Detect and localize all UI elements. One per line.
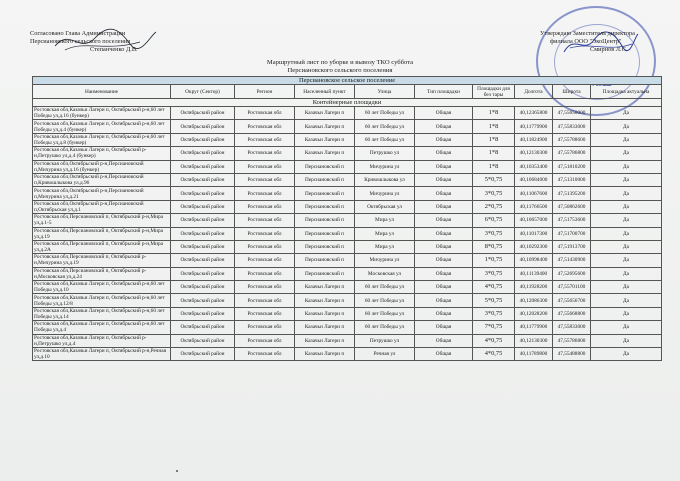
cell-active: Да bbox=[591, 281, 662, 294]
cell-active: Да bbox=[591, 334, 662, 347]
cell-locality: Персиановский п bbox=[295, 267, 355, 280]
page-mark bbox=[176, 470, 178, 472]
cell-site-type: Общая bbox=[415, 321, 473, 334]
cell-active: Да bbox=[591, 107, 662, 120]
cell-locality: Казачьи Лагери п bbox=[295, 120, 355, 133]
cell-longitude: 40,12028200 bbox=[515, 307, 553, 320]
cell-name: Ростовская обл,Казачьи Лагери п, Октябрьский р-н,Петрушко ул,д.4 (бункер) bbox=[33, 147, 171, 160]
cell-active: Да bbox=[591, 227, 662, 240]
table-row bbox=[33, 281, 662, 294]
cell-containers: 1*8 bbox=[473, 160, 515, 173]
cell-latitude: 47,51395200 bbox=[553, 187, 591, 200]
cell-site-type: Общая bbox=[415, 334, 473, 347]
cell-district: Октябрьский район bbox=[171, 267, 235, 280]
cell-street: Мичурина ул bbox=[355, 187, 415, 200]
cell-name: Ростовская обл,Персиановский п, Октябрьский р-н,Мира ул,д.2А bbox=[33, 240, 171, 253]
cell-district: Октябрьский район bbox=[171, 200, 235, 213]
document-title: Маршрутный лист по уборке и вывозу ТКО суббота bbox=[266, 59, 414, 66]
cell-street: 60 лет Победы ул bbox=[355, 281, 415, 294]
cell-active: Да bbox=[591, 160, 662, 173]
cell-name: Ростовская обл,Казачьи Лагери п, Октябрьский р-н,60 лет Победы ул,д.8 (бункер) bbox=[33, 133, 171, 146]
cell-containers: 4*0,75 bbox=[473, 281, 515, 294]
cell-containers: 1*8 bbox=[473, 147, 515, 160]
cell-longitude: 40,10657000 bbox=[515, 214, 553, 227]
cell-active: Да bbox=[591, 254, 662, 267]
cell-containers: 5*0,75 bbox=[473, 173, 515, 186]
cell-district: Октябрьский район bbox=[171, 281, 235, 294]
subsection-title: Контейнерные площадки bbox=[33, 99, 662, 107]
cell-region: Ростовская обл bbox=[235, 281, 295, 294]
cell-region: Ростовская обл bbox=[235, 240, 295, 253]
table-row bbox=[33, 173, 662, 186]
cell-region: Ростовская обл bbox=[235, 254, 295, 267]
cell-locality: Казачьи Лагери п bbox=[295, 133, 355, 146]
cell-site-type: Общая bbox=[415, 214, 473, 227]
cell-active: Да bbox=[591, 307, 662, 320]
cell-region: Ростовская обл bbox=[235, 133, 295, 146]
cell-locality: Персиановский п bbox=[295, 240, 355, 253]
cell-longitude: 40,11928200 bbox=[515, 281, 553, 294]
cell-district: Октябрьский район bbox=[171, 294, 235, 307]
cell-longitude: 40,11824900 bbox=[515, 133, 553, 146]
cell-longitude: 40,12130300 bbox=[515, 334, 553, 347]
cell-latitude: 47,55701100 bbox=[553, 281, 591, 294]
cell-latitude: 47,50862600 bbox=[553, 200, 591, 213]
cell-site-type: Общая bbox=[415, 200, 473, 213]
cell-active: Да bbox=[591, 120, 662, 133]
route-table bbox=[32, 76, 662, 361]
cell-name: Ростовская обл,Казачьи Лагери п, Октябрьский р-н,Петрушко ул,д.4 bbox=[33, 334, 171, 347]
cell-latitude: 47,55786800 bbox=[553, 334, 591, 347]
cell-site-type: Общая bbox=[415, 187, 473, 200]
cell-name: Ростовская обл,Казачьи Лагери п, Октябрьский р-н,60 лет Победы ул,д.4 (бункер) bbox=[33, 120, 171, 133]
cell-latitude: 47,55668800 bbox=[553, 307, 591, 320]
cell-region: Ростовская обл bbox=[235, 334, 295, 347]
table-row bbox=[33, 254, 662, 267]
cell-latitude: 47,55488800 bbox=[553, 348, 591, 361]
cell-district: Октябрьский район bbox=[171, 120, 235, 133]
cell-name: Ростовская обл,Казачьи Лагери п, Октябрьский р-н,Речная ул,д.10 bbox=[33, 348, 171, 361]
cell-name: Ростовская обл,Октябрьский р-н,Персиановский п,Кривошлыкова ул,д.96 bbox=[33, 173, 171, 186]
cell-containers: 7*0,75 bbox=[473, 321, 515, 334]
cell-locality: Персиановский п bbox=[295, 200, 355, 213]
cell-district: Октябрьский район bbox=[171, 307, 235, 320]
cell-containers: 3*0,75 bbox=[473, 267, 515, 280]
cell-region: Ростовская обл bbox=[235, 147, 295, 160]
cell-region: Ростовская обл bbox=[235, 120, 295, 133]
cell-region: Ростовская обл bbox=[235, 214, 295, 227]
cell-containers: 3*0,75 bbox=[473, 227, 515, 240]
cell-street: 60 лет Победы ул bbox=[355, 294, 415, 307]
cell-district: Октябрьский район bbox=[171, 254, 235, 267]
col-header-district: Округ (Сектор) bbox=[171, 85, 235, 99]
cell-site-type: Общая bbox=[415, 267, 473, 280]
table-row bbox=[33, 214, 662, 227]
approval-left-line3: Степанченко Д.В. bbox=[90, 46, 138, 53]
col-header-active: Площадка актуальна bbox=[591, 85, 662, 99]
approval-right-line2: филиала ООО "ЭкоЦентр" bbox=[550, 38, 622, 45]
cell-longitude: 40,11779900 bbox=[515, 120, 553, 133]
col-header-name: Наименование bbox=[33, 85, 171, 99]
cell-locality: Казачьи Лагери п bbox=[295, 348, 355, 361]
cell-longitude: 40,12365800 bbox=[515, 107, 553, 120]
cell-site-type: Общая bbox=[415, 294, 473, 307]
table-row bbox=[33, 107, 662, 120]
cell-containers: 6*0,75 bbox=[473, 214, 515, 227]
cell-active: Да bbox=[591, 187, 662, 200]
cell-active: Да bbox=[591, 240, 662, 253]
cell-site-type: Общая bbox=[415, 307, 473, 320]
cell-name: Ростовская обл,Казачьи Лагери п, Октябрьский р-н,60 лет Победы ул,д.4 bbox=[33, 321, 171, 334]
table-row bbox=[33, 334, 662, 347]
approval-left bbox=[30, 30, 138, 54]
cell-street: Мира ул bbox=[355, 214, 415, 227]
cell-active: Да bbox=[591, 267, 662, 280]
cell-locality: Казачьи Лагери п bbox=[295, 281, 355, 294]
table-row bbox=[33, 200, 662, 213]
cell-district: Октябрьский район bbox=[171, 348, 235, 361]
cell-site-type: Общая bbox=[415, 173, 473, 186]
table-row bbox=[33, 294, 662, 307]
cell-name: Ростовская обл,Октябрьский р-н,Персиановский п,Октябрьская ул,д.1 bbox=[33, 200, 171, 213]
cell-district: Октябрьский район bbox=[171, 334, 235, 347]
cell-district: Октябрьский район bbox=[171, 240, 235, 253]
cell-district: Октябрьский район bbox=[171, 187, 235, 200]
cell-locality: Персиановский п bbox=[295, 214, 355, 227]
cell-street: 60 лет Победы ул bbox=[355, 133, 415, 146]
col-header-longitude: Долгота bbox=[515, 85, 553, 99]
cell-active: Да bbox=[591, 200, 662, 213]
cell-latitude: 47,51913700 bbox=[553, 240, 591, 253]
cell-name: Ростовская обл,Казачьи Лагери п, Октябрьский р-н,60 лет Победы ул,д.16 (бункер) bbox=[33, 107, 171, 120]
cell-longitude: 40,11766500 bbox=[515, 200, 553, 213]
cell-active: Да bbox=[591, 214, 662, 227]
table-row bbox=[33, 227, 662, 240]
cell-latitude: 47,55833000 bbox=[553, 120, 591, 133]
cell-street: 60 лет Победы ул bbox=[355, 107, 415, 120]
cell-site-type: Общая bbox=[415, 240, 473, 253]
cell-latitude: 47,55788600 bbox=[553, 133, 591, 146]
table-body bbox=[33, 107, 662, 361]
cell-latitude: 47,51430900 bbox=[553, 254, 591, 267]
cell-latitude: 47,55833000 bbox=[553, 321, 591, 334]
cell-containers: 3*0,75 bbox=[473, 307, 515, 320]
cell-region: Ростовская обл bbox=[235, 160, 295, 173]
cell-latitude: 47,51753600 bbox=[553, 214, 591, 227]
cell-street: Речная ул bbox=[355, 348, 415, 361]
table-row bbox=[33, 120, 662, 133]
cell-latitude: 47,51810200 bbox=[553, 160, 591, 173]
cell-district: Октябрьский район bbox=[171, 160, 235, 173]
cell-active: Да bbox=[591, 133, 662, 146]
cell-street: 60 лет Победы ул bbox=[355, 307, 415, 320]
table-row bbox=[33, 307, 662, 320]
cell-site-type: Общая bbox=[415, 107, 473, 120]
cell-district: Октябрьский район bbox=[171, 107, 235, 120]
cell-district: Октябрьский район bbox=[171, 173, 235, 186]
cell-region: Ростовская обл bbox=[235, 187, 295, 200]
cell-containers: 1*8 bbox=[473, 120, 515, 133]
cell-region: Ростовская обл bbox=[235, 107, 295, 120]
cell-region: Ростовская обл bbox=[235, 294, 295, 307]
cell-site-type: Общая bbox=[415, 147, 473, 160]
cell-active: Да bbox=[591, 321, 662, 334]
col-header-site-type: Тип площадки bbox=[415, 85, 473, 99]
approval-right-line3: Смирнов Л.С. bbox=[590, 46, 628, 53]
cell-latitude: 47,55656700 bbox=[553, 294, 591, 307]
cell-active: Да bbox=[591, 348, 662, 361]
cell-active: Да bbox=[591, 173, 662, 186]
col-header-region: Регион bbox=[235, 85, 295, 99]
cell-locality: Казачьи Лагери п bbox=[295, 334, 355, 347]
cell-region: Ростовская обл bbox=[235, 200, 295, 213]
cell-longitude: 40,10998400 bbox=[515, 254, 553, 267]
cell-district: Октябрьский район bbox=[171, 214, 235, 227]
col-header-locality: Населенный пункт bbox=[295, 85, 355, 99]
cell-region: Ростовская обл bbox=[235, 348, 295, 361]
cell-locality: Казачьи Лагери п bbox=[295, 307, 355, 320]
cell-street: Московская ул bbox=[355, 267, 415, 280]
cell-longitude: 40,11017300 bbox=[515, 227, 553, 240]
cell-longitude: 40,10353400 bbox=[515, 160, 553, 173]
cell-name: Ростовская обл,Персиановский п, Октябрьский р-н,Мичурина ул,д.19 bbox=[33, 254, 171, 267]
cell-longitude: 40,10292300 bbox=[515, 240, 553, 253]
cell-street: Кривошлыкова ул bbox=[355, 173, 415, 186]
cell-site-type: Общая bbox=[415, 254, 473, 267]
cell-site-type: Общая bbox=[415, 348, 473, 361]
document-subtitle: Персиановского сельского поселения bbox=[287, 67, 393, 74]
cell-name: Ростовская обл,Персиановский п, Октябрьский р-н,Мира ул,д.1-5 bbox=[33, 214, 171, 227]
cell-locality: Персиановский п bbox=[295, 173, 355, 186]
cell-active: Да bbox=[591, 147, 662, 160]
col-header-containers: Площадки для без тары bbox=[473, 85, 515, 99]
cell-site-type: Общая bbox=[415, 281, 473, 294]
cell-street: Октябрьская ул bbox=[355, 200, 415, 213]
col-header-street: Улица bbox=[355, 85, 415, 99]
cell-longitude: 40,10684000 bbox=[515, 173, 553, 186]
cell-site-type: Общая bbox=[415, 227, 473, 240]
cell-site-type: Общая bbox=[415, 160, 473, 173]
cell-street: 60 лет Победы ул bbox=[355, 120, 415, 133]
approval-right-line1: Утверждаю Заместитель директора bbox=[540, 30, 635, 37]
table-row bbox=[33, 267, 662, 280]
cell-containers: 5*0,75 bbox=[473, 294, 515, 307]
cell-longitude: 40,11067600 bbox=[515, 187, 553, 200]
cell-locality: Казачьи Лагери п bbox=[295, 107, 355, 120]
cell-street: Мичурина ул bbox=[355, 160, 415, 173]
cell-district: Октябрьский район bbox=[171, 147, 235, 160]
table-row bbox=[33, 187, 662, 200]
cell-latitude: 47,55786800 bbox=[553, 147, 591, 160]
cell-site-type: Общая bbox=[415, 120, 473, 133]
cell-latitude: 47,51700700 bbox=[553, 227, 591, 240]
cell-locality: Казачьи Лагери п bbox=[295, 294, 355, 307]
cell-locality: Персиановский п bbox=[295, 227, 355, 240]
cell-containers: 1*8 bbox=[473, 107, 515, 120]
cell-street: Мира ул bbox=[355, 227, 415, 240]
table-row bbox=[33, 240, 662, 253]
cell-name: Ростовская обл,Казачьи Лагери п, Октябрьский р-н,60 лет Победы ул,д.10 bbox=[33, 281, 171, 294]
cell-site-type: Общая bbox=[415, 133, 473, 146]
table-row bbox=[33, 321, 662, 334]
cell-region: Ростовская обл bbox=[235, 267, 295, 280]
approval-left-line2: Персиановского сельского поселения bbox=[30, 38, 131, 45]
cell-longitude: 40,11789800 bbox=[515, 348, 553, 361]
cell-name: Ростовская обл,Октябрьский р-н,Персиановский п,Мичурина ул,д.21 bbox=[33, 187, 171, 200]
cell-region: Ростовская обл bbox=[235, 307, 295, 320]
cell-region: Ростовская обл bbox=[235, 227, 295, 240]
cell-region: Ростовская обл bbox=[235, 321, 295, 334]
table-row bbox=[33, 160, 662, 173]
cell-district: Октябрьский район bbox=[171, 133, 235, 146]
table-row bbox=[33, 147, 662, 160]
cell-containers: 4*0,75 bbox=[473, 334, 515, 347]
cell-street: 60 лет Победы ул bbox=[355, 321, 415, 334]
cell-containers: 2*0,75 bbox=[473, 200, 515, 213]
cell-street: Петрушко ул bbox=[355, 334, 415, 347]
cell-name: Ростовская обл,Персиановский п, Октябрьский р-н,Мира ул,д.19 bbox=[33, 227, 171, 240]
cell-containers: 8*0,75 bbox=[473, 240, 515, 253]
approval-left-line1: Согласовано Глава Администрации bbox=[30, 30, 126, 37]
cell-district: Октябрьский район bbox=[171, 227, 235, 240]
cell-street: Мичурина ул bbox=[355, 254, 415, 267]
cell-latitude: 47,51310000 bbox=[553, 173, 591, 186]
cell-longitude: 40,11779900 bbox=[515, 321, 553, 334]
cell-district: Октябрьский район bbox=[171, 321, 235, 334]
cell-containers: 4*0,75 bbox=[473, 348, 515, 361]
cell-locality: Персиановский п bbox=[295, 254, 355, 267]
cell-name: Ростовская обл,Казачьи Лагери п, Октябрьский р-н,60 лет Победы ул,д.12/8 bbox=[33, 294, 171, 307]
col-header-latitude: Широта bbox=[553, 85, 591, 99]
cell-locality: Персиановский п bbox=[295, 160, 355, 173]
cell-containers: 1*8 bbox=[473, 133, 515, 146]
table-row bbox=[33, 348, 662, 361]
cell-name: Ростовская обл,Казачьи Лагери п, Октябрьский р-н,60 лет Победы ул,д.14 bbox=[33, 307, 171, 320]
approval-right bbox=[540, 30, 635, 54]
cell-locality: Персиановский п bbox=[295, 187, 355, 200]
cell-latitude: 47,52695600 bbox=[553, 267, 591, 280]
cell-containers: 1*0,75 bbox=[473, 254, 515, 267]
cell-name: Ростовская обл,Октябрьский р-н,Персиановский п,Мичурина ул,д.16 (бункер) bbox=[33, 160, 171, 173]
cell-longitude: 40,12086300 bbox=[515, 294, 553, 307]
cell-locality: Казачьи Лагери п bbox=[295, 321, 355, 334]
cell-street: Мира ул bbox=[355, 240, 415, 253]
cell-name: Ростовская обл,Персиановский п, Октябрьский р-н,Московская ул,д.24 bbox=[33, 267, 171, 280]
cell-containers: 3*0,75 bbox=[473, 187, 515, 200]
cell-locality: Казачьи Лагери п bbox=[295, 147, 355, 160]
cell-longitude: 40,11139400 bbox=[515, 267, 553, 280]
cell-region: Ростовская обл bbox=[235, 173, 295, 186]
cell-longitude: 40,12130300 bbox=[515, 147, 553, 160]
table-row bbox=[33, 133, 662, 146]
cell-active: Да bbox=[591, 294, 662, 307]
cell-street: Петрушко ул bbox=[355, 147, 415, 160]
cell-latitude: 47,55650000 bbox=[553, 107, 591, 120]
section-title: Персиановское сельское поселение bbox=[33, 77, 662, 85]
